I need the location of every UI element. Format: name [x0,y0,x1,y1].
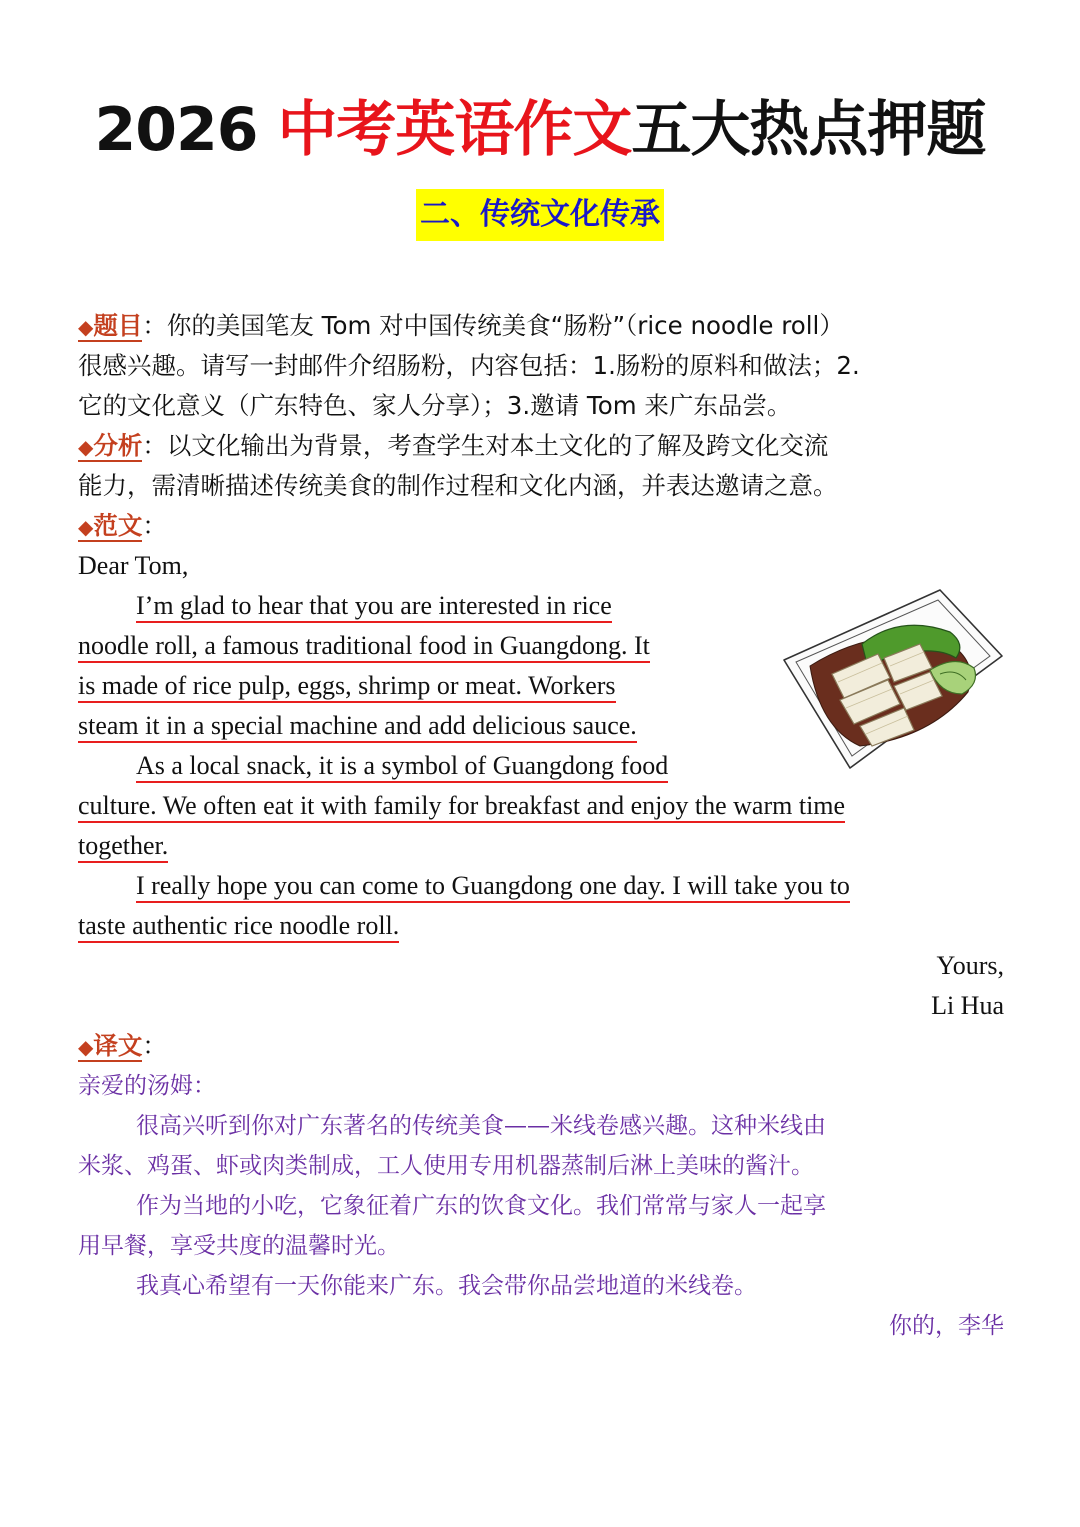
essay-signature: Li Hua [931,991,1004,1020]
translation-greeting: 亲爱的汤姆： [78,1073,216,1099]
essay-line: noodle roll, a famous traditional food in Guangdong. It [78,626,1004,666]
translation-line: 很高兴听到你对广东著名的传统美食——米线卷感兴趣。这种米线由 [136,1113,826,1139]
analysis-marker: ◆分析 [78,431,143,460]
translation-line: 作为当地的小吃，它象征着广东的饮食文化。我们常常与家人一起享 [136,1193,826,1219]
essay-line: steam it in a special machine and add delicious sauce. [78,706,1004,746]
analysis-line-1: ◆分析：以文化输出为背景，考查学生对本土文化的了解及跨文化交流 [78,431,829,460]
topic-marker: ◆题目 [78,311,143,340]
translation-signoff: 你的，李华 [889,1313,1004,1339]
diamond-icon: ◆ [78,315,94,339]
content [78,306,1004,1346]
title-red: 中考英语作文 [277,95,632,165]
topic-line-1: ◆题目：你的美国笔友 Tom 对中国传统美食“肠粉”（rice noodle roll） [78,311,844,340]
rice-noodle-roll-plate-illustration [780,588,1006,770]
essay-greeting: Dear Tom, [78,551,189,580]
essay-line: I’m glad to hear that you are interested in rice [78,586,1004,626]
subtitle-row [0,189,1080,241]
essay-line: together. [78,826,1004,866]
essay-line: I really hope you can come to Guangdong one day. I will take you to [78,866,1004,906]
essay-marker: ◆范文 [78,511,143,540]
translation-heading: ◆译文： [78,1031,167,1060]
essay-line: As a local snack, it is a symbol of Guangdong food [78,746,1004,786]
essay-line: taste authentic rice noodle roll. [78,906,1004,946]
essay-line: culture. We often eat it with family for breakfast and enjoy the warm time [78,786,1004,826]
translation-marker: ◆译文 [78,1031,143,1060]
essay-line: is made of rice pulp, eggs, shrimp or meat. Workers [78,666,1004,706]
essay-heading: ◆范文： [78,511,167,540]
title-black: 五大热点押题 [631,95,986,165]
translation-line: 米浆、鸡蛋、虾或肉类制成，工人使用专用机器蒸制后淋上美味的酱汁。 [78,1153,814,1179]
topic-line-2: 很感兴趣。请写一封邮件介绍肠粉，内容包括：1.肠粉的原料和做法；2. [78,351,860,380]
topic-line-3: 它的文化意义（广东特色、家人分享）；3.邀请 Tom 来广东品尝。 [78,391,792,420]
diamond-icon: ◆ [78,515,94,539]
diamond-icon: ◆ [78,1035,94,1059]
section-subtitle: 二、传统文化传承 [416,189,664,241]
title-year: 2026 [94,95,278,165]
analysis-line-2: 能力，需清晰描述传统美食的制作过程和文化内涵，并表达邀请之意。 [78,471,838,500]
translation-line: 我真心希望有一天你能来广东。我会带你品尝地道的米线卷。 [136,1273,757,1299]
diamond-icon: ◆ [78,435,94,459]
essay-closing: Yours, [936,951,1004,980]
translation-line: 用早餐，享受共度的温馨时光。 [78,1233,400,1259]
page-title [0,88,1080,172]
